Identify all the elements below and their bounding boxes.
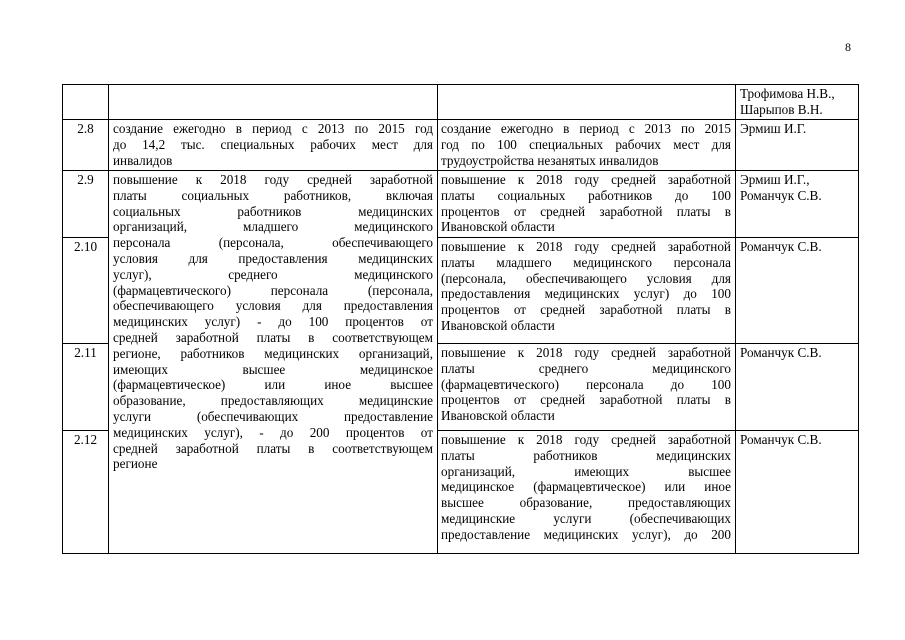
result-line: повышение к 2018 году средней заработной [441,432,731,447]
row-number: 2.8 [77,121,94,136]
row-divider [62,119,859,120]
table-border-top [62,84,859,85]
result-line: предоставления медицинских услуг) до 100 [441,286,731,302]
result-cell [441,121,731,168]
row-divider [437,430,859,431]
result-line: платы социальных работников до 100 [441,187,731,203]
page-number: 8 [845,40,851,54]
task-line: средней заработной платы в соответствующем [113,329,433,345]
task-line: платы социальных работников, включая [113,187,433,203]
executor-line: Романчук С.В. [740,239,822,254]
executor-line: Романчук С.В. [740,345,822,360]
task-line: образование, предоставляющих медицинские [113,393,433,409]
result-line: медицинское (фармацевтическое) или иное [441,479,731,495]
result-line: медицинские услуги (обеспечивающих [441,510,731,526]
result-line: Ивановской области [441,317,555,333]
task-line: имеющих высшее медицинское [113,361,433,377]
result-line: процентов от средней заработной платы в [441,392,731,408]
executor-line: Романчук С.В. [740,187,822,203]
task-line: (фармацевтического) персонала (персонала, [113,282,433,298]
task-line: создание ежегодно в период с 2013 по 2015 год [113,121,433,136]
task-line: регионе [113,456,158,472]
executor-cell [740,345,856,361]
task-line: организаций, младшего медицинского [113,219,433,235]
row-number: 2.10 [73,239,98,254]
result-line: трудоустройства незанятых инвалидов [441,152,659,168]
row-number: 2.11 [74,345,97,360]
table-border-left [62,84,63,554]
task-line: инвалидов [113,152,173,168]
task-line: социальных работников медицинских [113,203,433,219]
result-line: высшее образование, предоставляющих [441,495,731,511]
column-divider [437,84,438,554]
executor-line: Эрмиш И.Г. [740,121,807,136]
result-line: повышение к 2018 году средней заработной [441,172,731,187]
result-line: платы среднего медицинского [441,360,731,376]
task-line: персонала (персонала, обеспечивающего [113,235,433,251]
column-divider [735,84,736,554]
row-divider [437,343,859,344]
result-line: создание ежегодно в период с 2013 по 2015 [441,121,731,136]
result-line: предоставление медицинских услуг), до 200 [441,526,731,542]
task-line: (фармацевтическое) или иное высшее [113,377,433,393]
result-line: повышение к 2018 году средней заработной [441,345,731,360]
result-cell [441,432,731,543]
task-line: услуг), среднего медицинского [113,266,433,282]
row-divider [62,237,108,238]
result-line: процентов от средней заработной платы в [441,302,731,318]
task-line: до 14,2 тыс. специальных рабочих мест для [113,136,433,152]
table-border-bottom [62,553,859,554]
row-number: 2.12 [73,432,98,447]
result-line: процентов от средней заработной платы в [441,203,731,219]
task-line: обеспечивающего условия для предоставления [113,298,433,314]
row-divider [437,237,859,238]
row-divider [62,430,108,431]
result-line: повышение к 2018 году средней заработной [441,239,731,254]
result-line: платы работников медицинских [441,447,731,463]
measures-table [62,84,859,554]
table-border-right [858,84,859,554]
row-divider [62,343,108,344]
executor-line: Трофимова Н.В., [740,86,835,101]
executor-cell [740,432,856,448]
result-line: Ивановской области [441,408,555,424]
executor-cell [740,172,856,204]
executor-cell [740,121,856,137]
executor-line: Романчук С.В. [740,432,822,447]
result-cell [441,345,731,424]
executor-cell [740,239,856,255]
task-line: средней заработной платы в соответствующем [113,440,433,456]
task-line: медицинских услуг) - до 100 процентов от [113,314,433,330]
executor-line: Шарыпов В.Н. [740,101,823,117]
task-line: условия для предоставления медицинских [113,250,433,266]
task-line: регионе, работников медицинских организаций, [113,345,433,361]
column-divider [108,84,109,554]
executor-line: Эрмиш И.Г., [740,172,810,187]
task-line: медицинских услуг), - до 200 процентов от [113,424,433,440]
row-number: 2.9 [77,172,94,187]
result-line: (персонала, обеспечивающего условия для [441,270,731,286]
result-line: платы младшего медицинского персонала [441,254,731,270]
task-cell [113,121,433,168]
task-line: повышение к 2018 году средней заработной [113,172,433,187]
row-divider [62,170,859,171]
result-line: год по 100 специальных рабочих мест для [441,136,731,152]
task-line: услуги (обеспечивающих предоставление [113,408,433,424]
result-line: организаций, имеющих высшее [441,463,731,479]
merged-task-cell [113,172,433,472]
result-line: (фармацевтического) персонала до 100 [441,376,731,392]
result-cell [441,172,731,235]
result-line: Ивановской области [441,219,555,235]
executor-cell [740,86,856,118]
result-cell [441,239,731,334]
